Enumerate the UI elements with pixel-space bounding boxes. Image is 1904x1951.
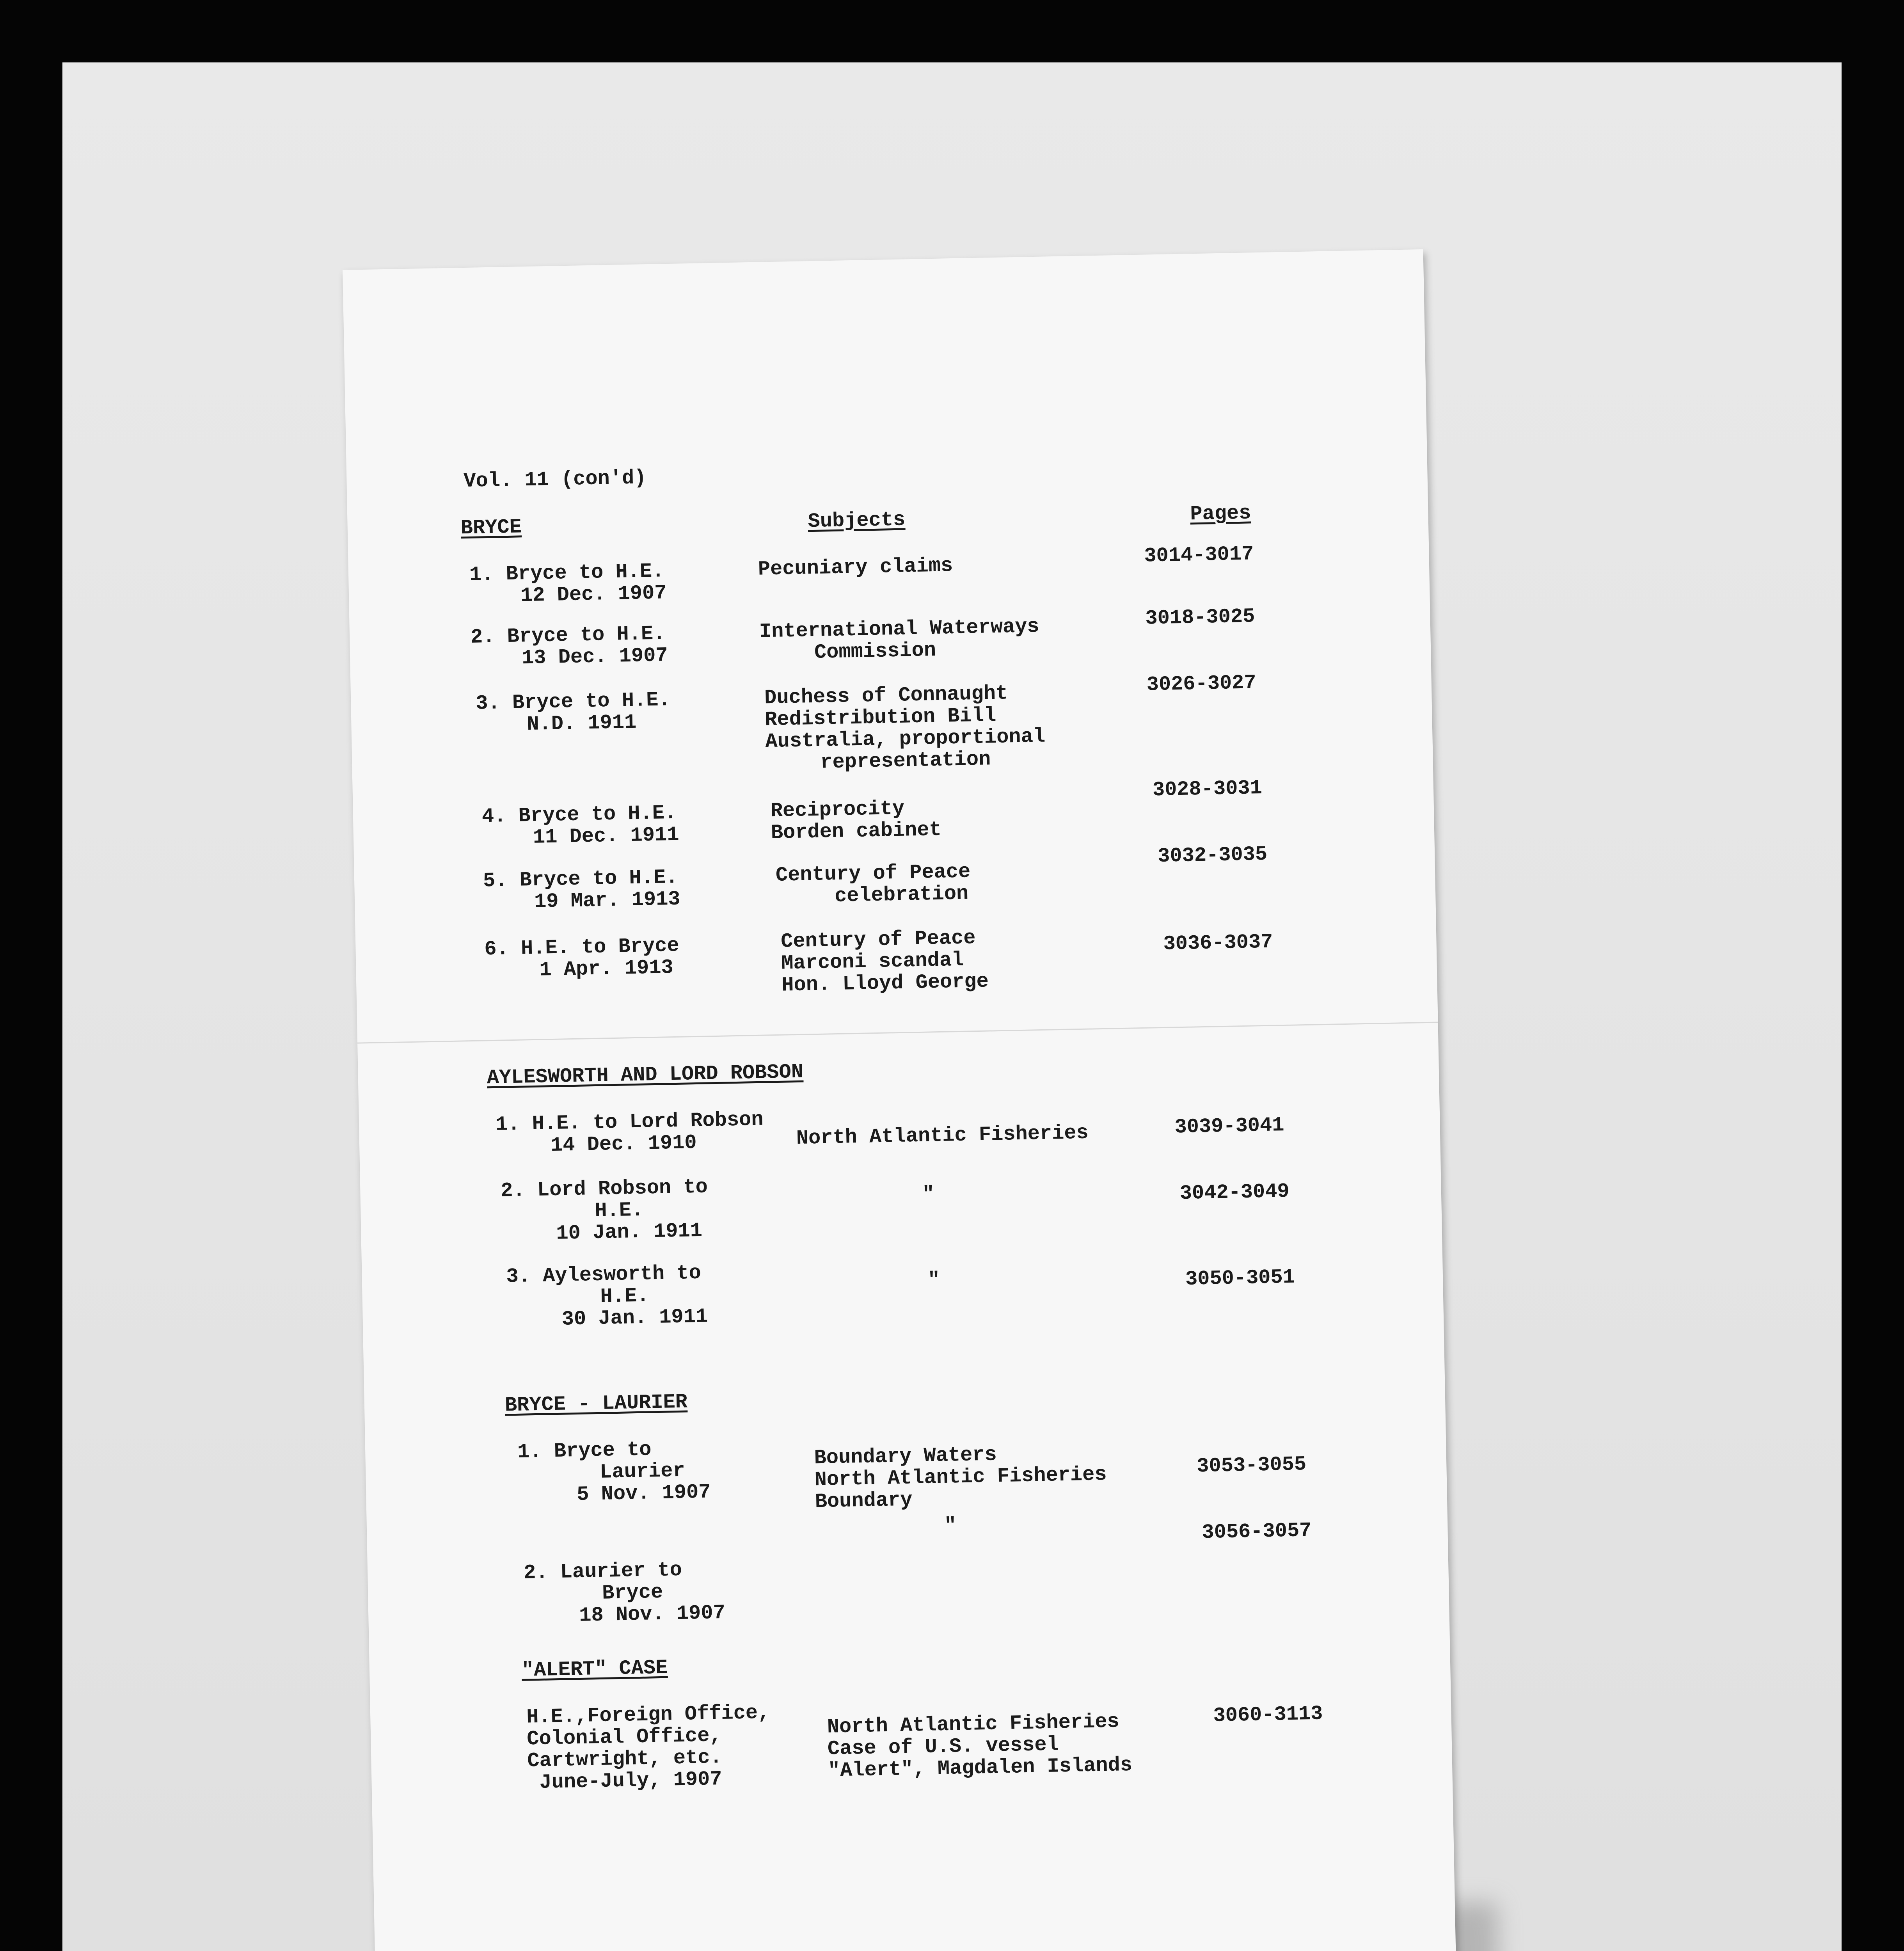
- section-title-bryce: BRYCE: [460, 515, 522, 540]
- entry-pages: 3053-3055: [1196, 1453, 1307, 1478]
- entry-subject: Boundary Waters: [814, 1443, 997, 1470]
- entry-pages: 3050-3051: [1185, 1265, 1295, 1291]
- ditto-mark: ": [944, 1514, 957, 1537]
- entry-from-line: H.E.: [594, 1198, 644, 1223]
- entry-date: 1 Apr. 1913: [539, 956, 674, 982]
- entry-from-line: 6. H.E. to Bryce: [484, 934, 680, 961]
- entry-from-line: 1. Bryce to H.E.: [469, 560, 664, 586]
- column-header-pages: Pages: [1190, 501, 1252, 526]
- section-title-aylesworth: AYLESWORTH AND LORD ROBSON: [487, 1060, 804, 1090]
- section-title-alert-case: "ALERT" CASE: [521, 1656, 668, 1682]
- document-content: [343, 249, 1456, 1951]
- entry-pages: 3026-3027: [1146, 671, 1257, 697]
- entry-from-line: 2. Laurier to: [523, 1558, 682, 1585]
- entry-date: 12 Dec. 1907: [520, 581, 667, 608]
- entry-subject: North Atlantic Fisheries: [796, 1121, 1089, 1150]
- entry-date: 5 Nov. 1907: [576, 1480, 711, 1507]
- entry-subject: Case of U.S. vessel: [827, 1733, 1059, 1761]
- entry-from-line: Cartwright, etc.: [527, 1746, 723, 1773]
- entry-from-line: 4. Bryce to H.E.: [481, 801, 677, 828]
- entry-from-line: Laurier: [599, 1459, 686, 1484]
- entry-pages: 3028-3031: [1152, 776, 1263, 802]
- entry-subject: Hon. Lloyd George: [781, 970, 989, 997]
- entry-subject: North Atlantic Fisheries: [827, 1710, 1120, 1739]
- entry-subject: Borden cabinet: [771, 818, 942, 845]
- entry-subject: Duchess of Connaught: [764, 682, 1008, 710]
- entry-subject: celebration: [834, 882, 969, 908]
- entry-subject: Reciprocity: [770, 797, 905, 823]
- entry-subject: Marconi scandal: [781, 948, 964, 975]
- entry-date: 14 Dec. 1910: [550, 1131, 697, 1157]
- entry-subject: representation: [820, 748, 991, 774]
- entry-pages: 3056-3057: [1201, 1519, 1312, 1544]
- entry-pages: 3032-3035: [1157, 842, 1268, 868]
- entry-subject: Commission: [814, 638, 936, 664]
- entry-subject: Redistribution Bill: [764, 704, 996, 732]
- entry-from-line: H.E.: [600, 1284, 650, 1308]
- entry-date: 30 Jan. 1911: [561, 1305, 708, 1331]
- entry-from-line: H.E.,Foreign Office,: [526, 1701, 770, 1729]
- entry-subject: North Atlantic Fisheries: [814, 1462, 1107, 1492]
- entry-subject: Century of Peace: [780, 926, 976, 953]
- entry-date: June-July, 1907: [539, 1768, 723, 1795]
- entry-from-line: Colonial Office,: [526, 1724, 722, 1751]
- entry-from-line: 3. Aylesworth to: [506, 1261, 702, 1288]
- entry-date: 18 Nov. 1907: [579, 1601, 726, 1627]
- entry-date: 11 Dec. 1911: [533, 823, 679, 849]
- entry-pages: 3036-3037: [1163, 930, 1273, 956]
- entry-pages: 3042-3049: [1179, 1180, 1290, 1205]
- entry-date: 13 Dec. 1907: [521, 644, 668, 670]
- entry-from-line: 5. Bryce to H.E.: [483, 865, 678, 893]
- entry-from-line: 1. H.E. to Lord Robson: [495, 1108, 764, 1136]
- entry-pages: 3039-3041: [1174, 1114, 1284, 1139]
- entry-pages: 3060-3113: [1213, 1702, 1323, 1727]
- entry-subject: Australia, proportional: [765, 725, 1046, 753]
- document-page: [343, 249, 1456, 1951]
- entry-pages: 3014-3017: [1144, 542, 1254, 568]
- section-title-bryce-laurier: BRYCE - LAURIER: [504, 1390, 688, 1417]
- entry-from-line: 2. Bryce to H.E.: [470, 622, 666, 649]
- entry-from-line: 1. Bryce to: [517, 1438, 652, 1464]
- entry-subject: Boundary: [815, 1488, 913, 1514]
- entry-subject: Century of Peace: [775, 860, 971, 887]
- entry-from-line: Bryce: [602, 1580, 663, 1605]
- ditto-mark: ": [922, 1183, 935, 1206]
- entry-pages: 3018-3025: [1145, 605, 1255, 630]
- entry-date: N.D. 1911: [526, 711, 637, 736]
- entry-subject: Pecuniary claims: [758, 554, 953, 581]
- entry-subject: "Alert", Magdalen Islands: [828, 1753, 1133, 1782]
- volume-heading: Vol. 11 (con'd): [463, 466, 647, 493]
- ditto-mark: ": [927, 1269, 940, 1292]
- entry-date: 10 Jan. 1911: [556, 1219, 703, 1245]
- entry-from-line: 2. Lord Robson to: [500, 1175, 708, 1203]
- entry-date: 19 Mar. 1913: [534, 887, 681, 913]
- entry-from-line: 3. Bryce to H.E.: [475, 688, 671, 715]
- column-header-subjects: Subjects: [808, 508, 906, 533]
- entry-subject: International Waterways: [759, 615, 1040, 643]
